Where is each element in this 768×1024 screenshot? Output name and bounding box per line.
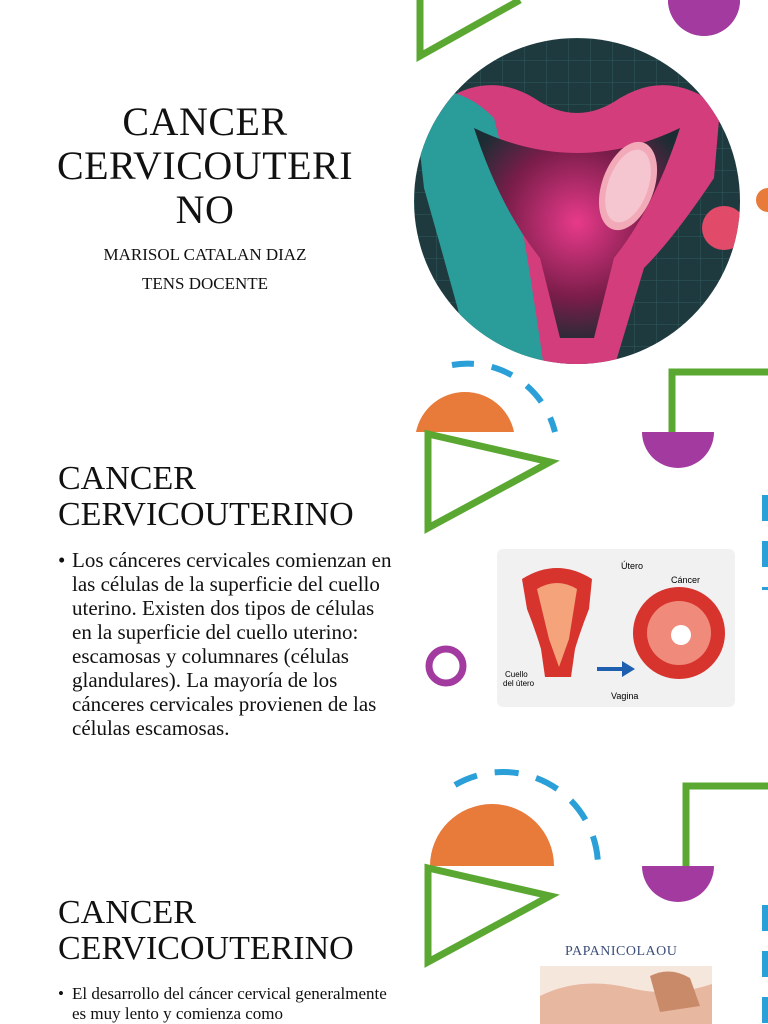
bullet-item (58, 548, 398, 740)
label-vagina: Vagina (611, 691, 639, 701)
title-line: CANCER (58, 894, 196, 931)
bullet-icon: • (58, 984, 64, 1003)
slide3-bullet-list (58, 984, 398, 1024)
author-role: TENS DOCENTE (141, 274, 269, 293)
title-line: CERVICOUTERINO (58, 930, 354, 967)
slide3-title (58, 895, 418, 967)
bullet-text: Los cánceres cervicales comienzan en las células de la superficie del cuello uterino. Existen dos tipos de células en la superficie del cuello uterino: escamosas y columnares (células glandulares). La mayoría de los cánceres cervicales provienen de las células escamosas. (72, 548, 392, 740)
purple-ring (429, 649, 463, 683)
label-utero: Útero (621, 561, 644, 571)
orange-dot-right (756, 188, 768, 212)
purple-bowl-2 (642, 866, 714, 902)
orange-half-circle (416, 392, 514, 432)
slide2-bullet-list (58, 548, 398, 740)
purple-circle-top (668, 0, 740, 36)
bullet-text: El desarrollo del cáncer cervical generalmente es muy lento y comienza como (72, 984, 387, 1023)
green-corner-line-2 (686, 786, 768, 866)
bullet-item (58, 984, 398, 1024)
label-cancer: Cáncer (671, 575, 701, 585)
cervix-diagram (497, 549, 735, 707)
title-line: CERVICOUTERI (56, 143, 354, 188)
papanicolaou-caption: PAPANICOLAOU (565, 944, 678, 959)
uterus-illustration (414, 38, 740, 364)
orange-half-circle-2 (430, 804, 554, 866)
title-line: NO (175, 187, 235, 232)
label-cuello: Cuello del útero (503, 670, 535, 688)
title-line: CANCER (122, 99, 288, 144)
title-line: CERVICOUTERINO (58, 496, 354, 533)
bullet-icon: • (58, 548, 66, 572)
purple-bowl (642, 432, 714, 468)
slide2-title (58, 461, 418, 533)
green-play-triangle-2 (428, 868, 550, 962)
title-line: CANCER (58, 460, 196, 497)
green-play-triangle (428, 434, 550, 528)
author-name: MARISOL CATALAN DIAZ (103, 245, 307, 264)
green-corner-line (672, 372, 768, 432)
papanicolaou-illustration (540, 966, 712, 1024)
slide1-title (40, 100, 370, 232)
